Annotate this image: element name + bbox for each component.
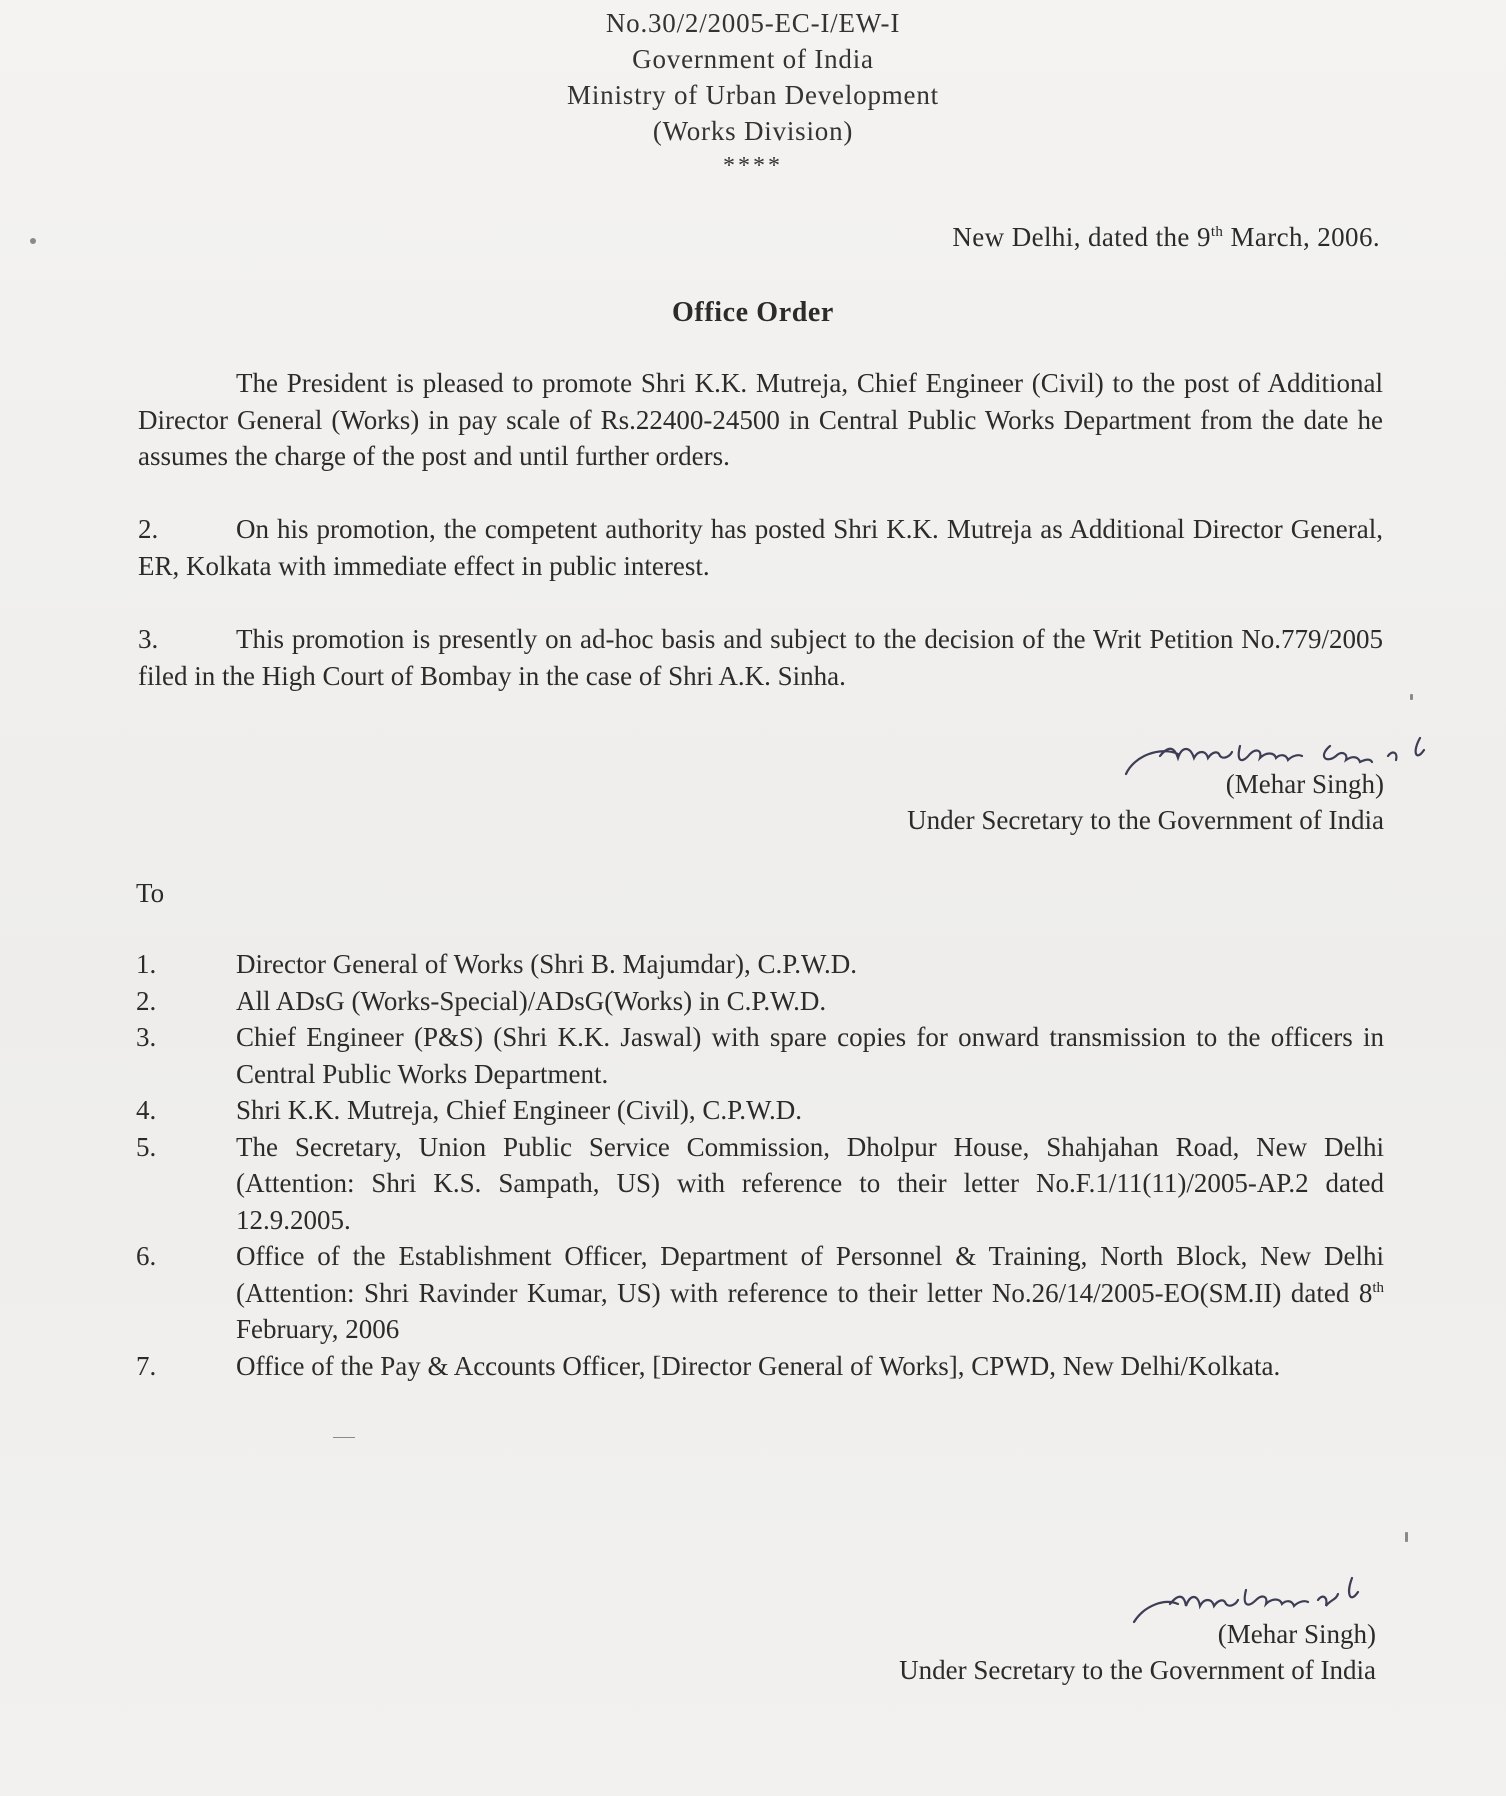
list-item-number: 1. bbox=[136, 949, 157, 979]
order-title: Office Order bbox=[672, 297, 834, 328]
scan-speck bbox=[30, 238, 36, 244]
list-item bbox=[136, 1129, 1384, 1239]
list-item-sup: th bbox=[1372, 1279, 1384, 1296]
list-item-number: 6. bbox=[136, 1241, 157, 1271]
list-item-text bbox=[236, 1238, 1384, 1348]
division-line: (Works Division) bbox=[652, 116, 854, 146]
list-item bbox=[136, 1019, 1384, 1092]
paragraph-1-text: The President is pleased to promote Shri K.K. Mutreja, Chief Engineer (Civil) to the post of Additional Director General (Works) in pay scale of Rs.22400-24500 in Central Public Works Department from the date he assumes the charge of the post and until further orders. bbox=[138, 368, 1383, 471]
list-item-number: 5. bbox=[136, 1131, 157, 1162]
paragraph-3 bbox=[138, 621, 1383, 694]
scan-speck bbox=[1405, 1532, 1408, 1542]
date-sup: th bbox=[1210, 224, 1224, 240]
government-line: Government of India bbox=[632, 44, 874, 74]
list-item bbox=[136, 1348, 1384, 1385]
list-item-text: All ADsG (Works-Special)/ADsG(Works) in C.P.W.D. bbox=[236, 985, 827, 1016]
list-item-text: Chief Engineer (P&S) (Shri K.K. Jaswal) with spare copies for onward transmission to the officers in Central Public Works Department. bbox=[236, 1022, 1384, 1089]
list-item-text-post: February, 2006 bbox=[236, 1314, 400, 1344]
list-item-text: Director General of Works (Shri B. Majumdar), C.P.W.D. bbox=[236, 949, 857, 979]
paragraph-3-text: This promotion is presently on ad-hoc basis and subject to the decision of the Writ Petition No.779/2005 filed in the High Court of Bombay in the case of Shri A.K. Sinha. bbox=[138, 624, 1383, 691]
paragraph-3-number: 3. bbox=[138, 624, 159, 654]
to-label: To bbox=[136, 878, 165, 908]
paragraph-2-number: 2. bbox=[138, 514, 159, 544]
paragraph-1 bbox=[138, 365, 1383, 475]
header-stars: **** bbox=[723, 153, 783, 179]
scan-speck bbox=[333, 1437, 355, 1438]
date-prefix: New Delhi, dated the 9 bbox=[952, 222, 1211, 252]
paragraph-2 bbox=[138, 511, 1383, 584]
list-item-number: 7. bbox=[136, 1350, 157, 1381]
signatory-designation-1: Under Secretary to the Government of India bbox=[907, 805, 1384, 835]
date-suffix: March, 2006. bbox=[1223, 222, 1380, 252]
list-item-text-pre: Office of the Establishment Officer, Department of Personnel & Training, North Block, New Delhi (Attention: Shri Ravinder Kumar, US) with reference to their letter No.26/14/2005-EO(SM.II) dated 8 bbox=[236, 1241, 1384, 1308]
ministry-line: Ministry of Urban Development bbox=[567, 80, 939, 110]
issue-date bbox=[952, 222, 1380, 253]
list-item-number: 3. bbox=[136, 1022, 157, 1052]
list-item-text: Shri K.K. Mutreja, Chief Engineer (Civil), C.P.W.D. bbox=[236, 1095, 802, 1125]
list-item bbox=[136, 983, 1384, 1020]
list-item bbox=[136, 946, 1384, 983]
signature-block-1 bbox=[907, 766, 1384, 838]
list-item bbox=[136, 1238, 1384, 1348]
signatory-designation-2: Under Secretary to the Government of India bbox=[899, 1655, 1376, 1685]
signatory-name-1: (Mehar Singh) bbox=[1225, 769, 1384, 799]
list-item-text: Office of the Pay & Accounts Officer, [Director General of Works], CPWD, New Delhi/Kolkata. bbox=[236, 1350, 1281, 1381]
list-item-text: The Secretary, Union Public Service Commission, Dholpur House, Shahjahan Road, New Delhi (Attention: Shri K.S. Sampath, US) with reference to their letter No.F.1/11(11)/2005-AP.2 dated 12.9.2005. bbox=[236, 1131, 1384, 1235]
signature-block-2 bbox=[899, 1616, 1376, 1688]
file-number: No.30/2/2005-EC-I/EW-I bbox=[605, 8, 901, 38]
list-item-number: 4. bbox=[136, 1095, 157, 1125]
scan-speck bbox=[1410, 694, 1413, 700]
list-item-number: 2. bbox=[136, 985, 157, 1016]
signatory-name-2: (Mehar Singh) bbox=[1217, 1619, 1376, 1649]
recipient-list bbox=[136, 946, 1384, 1384]
list-item bbox=[136, 1092, 1384, 1129]
paragraph-2-text: On his promotion, the competent authority has posted Shri K.K. Mutreja as Additional Director General, ER, Kolkata with immediate effect in public interest. bbox=[138, 514, 1383, 581]
